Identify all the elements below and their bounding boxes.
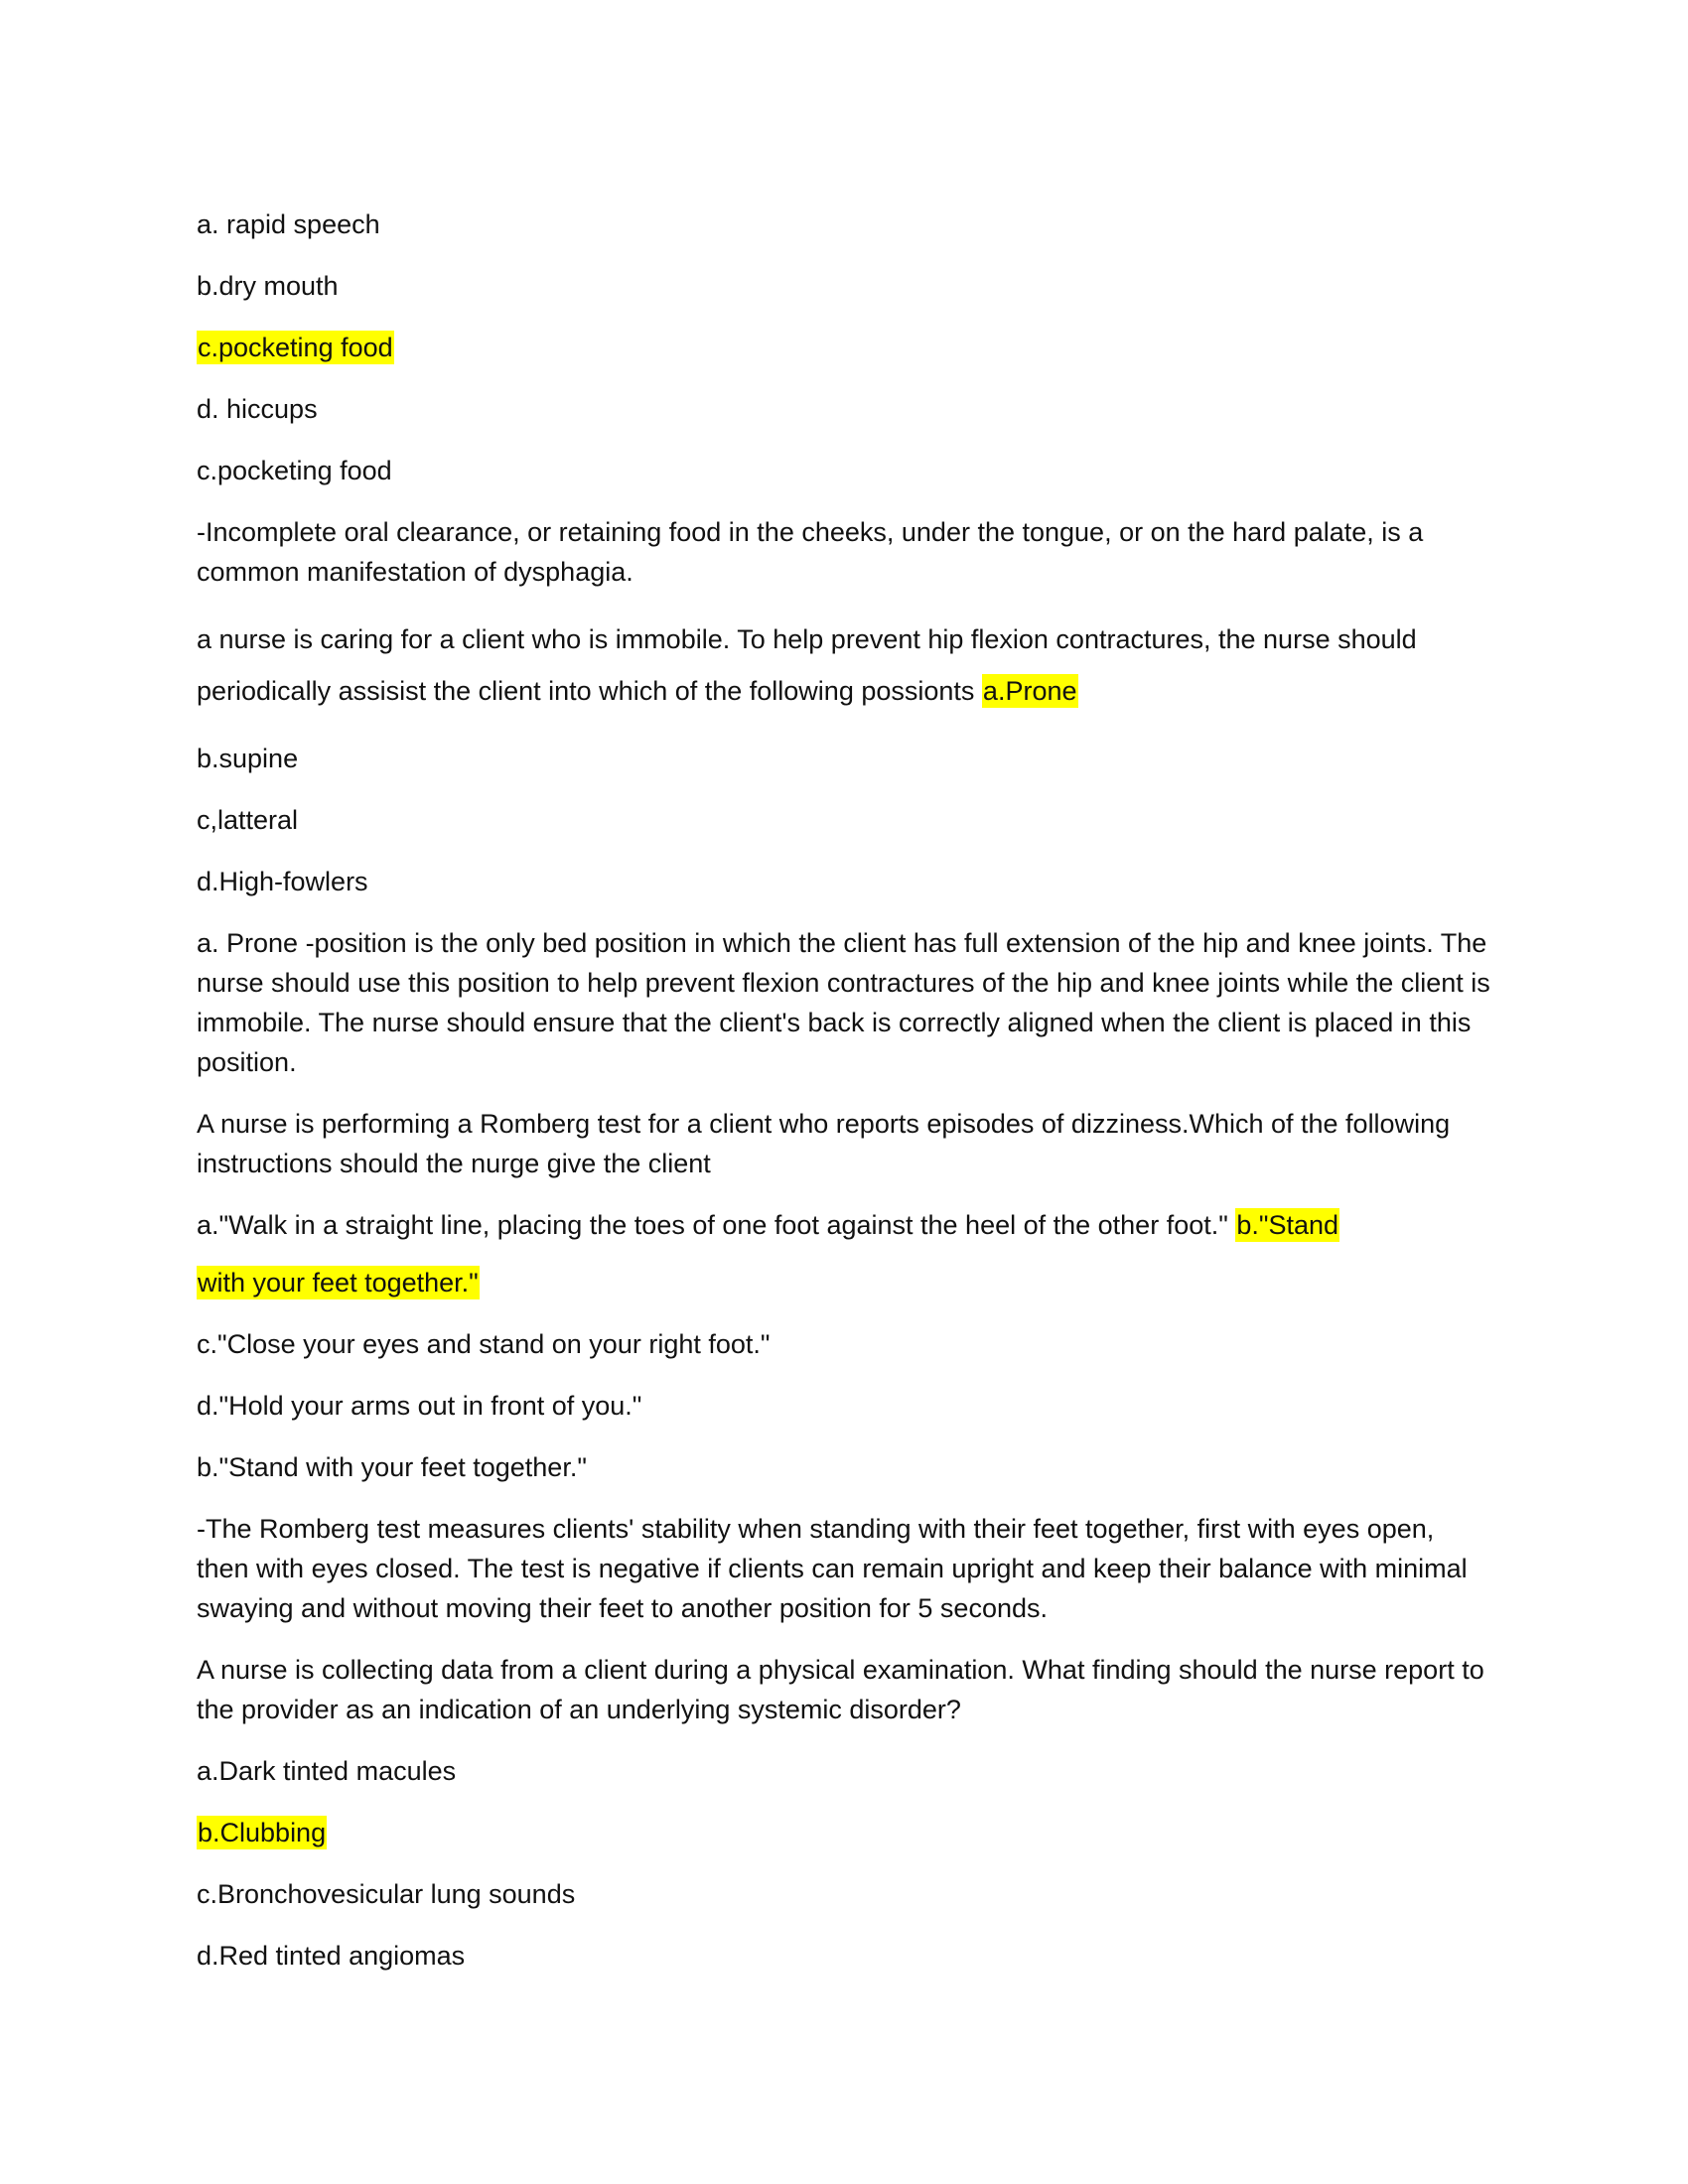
q1-option-b: b.dry mouth [197, 271, 339, 301]
q2-stem [197, 614, 1492, 717]
q3-option-a-text: a."Walk in a straight line, placing the toes of one foot against the heel of the other foot." [197, 1210, 1228, 1240]
q1-option-c-highlight: c.pocketing food [198, 333, 393, 362]
q4-option-b [197, 1813, 1492, 1852]
q1-answer: c.pocketing food [197, 456, 392, 485]
q2-option-a-highlight: a.Prone [982, 676, 1077, 706]
q4-option-d: d.Red tinted angiomas [197, 1941, 466, 1971]
q4-option-c: c.Bronchovesicular lung sounds [197, 1879, 576, 1909]
q3-option-a [197, 1205, 1492, 1245]
q3-answer: b."Stand with your feet together." [197, 1452, 587, 1482]
q2-rationale: a. Prone -position is the only bed position in which the client has full extension of the hip and knee joints. The nurse should use this position to help prevent flexion contractures of the hip and knee joints while the client is immobile. The nurse should ensure that the client's back is correctly aligned when the client is placed in this position. [197, 928, 1490, 1077]
q3-option-b-highlight-part1: b."Stand [1236, 1210, 1339, 1240]
q3-option-b-continued [197, 1263, 1492, 1302]
q4-stem: A nurse is collecting data from a client during a physical examination. What finding should the nurse report to the provider as an indication of an underlying systemic disorder? [197, 1655, 1484, 1724]
q2-option-c: c,latteral [197, 805, 299, 835]
q2-option-b: b.supine [197, 744, 299, 773]
q3-option-c: c."Close your eyes and stand on your right foot." [197, 1329, 771, 1359]
document-body [197, 205, 1492, 1997]
q4-option-b-highlight: b.Clubbing [198, 1818, 327, 1847]
q1-rationale: -Incomplete oral clearance, or retaining food in the cheeks, under the tongue, or on the hard palate, is a common manifestation of dysphagia. [197, 517, 1424, 587]
q4-option-a: a.Dark tinted macules [197, 1756, 457, 1786]
q2-option-d: d.High-fowlers [197, 867, 368, 896]
q3-rationale: -The Romberg test measures clients' stability when standing with their feet together, first with eyes open, then with eyes closed. The test is negative if clients can remain upright and keep their balance with minimal swaying and without moving their feet to another position for 5 seconds. [197, 1514, 1468, 1623]
q2-stem-text: a nurse is caring for a client who is immobile. To help prevent hip flexion contractures, the nurse should periodically assisist the client into which of the following possionts [197, 624, 1417, 706]
q3-option-d: d."Hold your arms out in front of you." [197, 1391, 642, 1421]
q1-option-c [197, 328, 1492, 367]
q1-option-a: a. rapid speech [197, 209, 380, 239]
q3-option-b-highlight-part2: with your feet together." [198, 1268, 479, 1297]
q1-option-d: d. hiccups [197, 394, 318, 424]
q3-stem: A nurse is performing a Romberg test for a client who reports episodes of dizziness.Which of the following instructions should the nurge give the client [197, 1109, 1451, 1178]
